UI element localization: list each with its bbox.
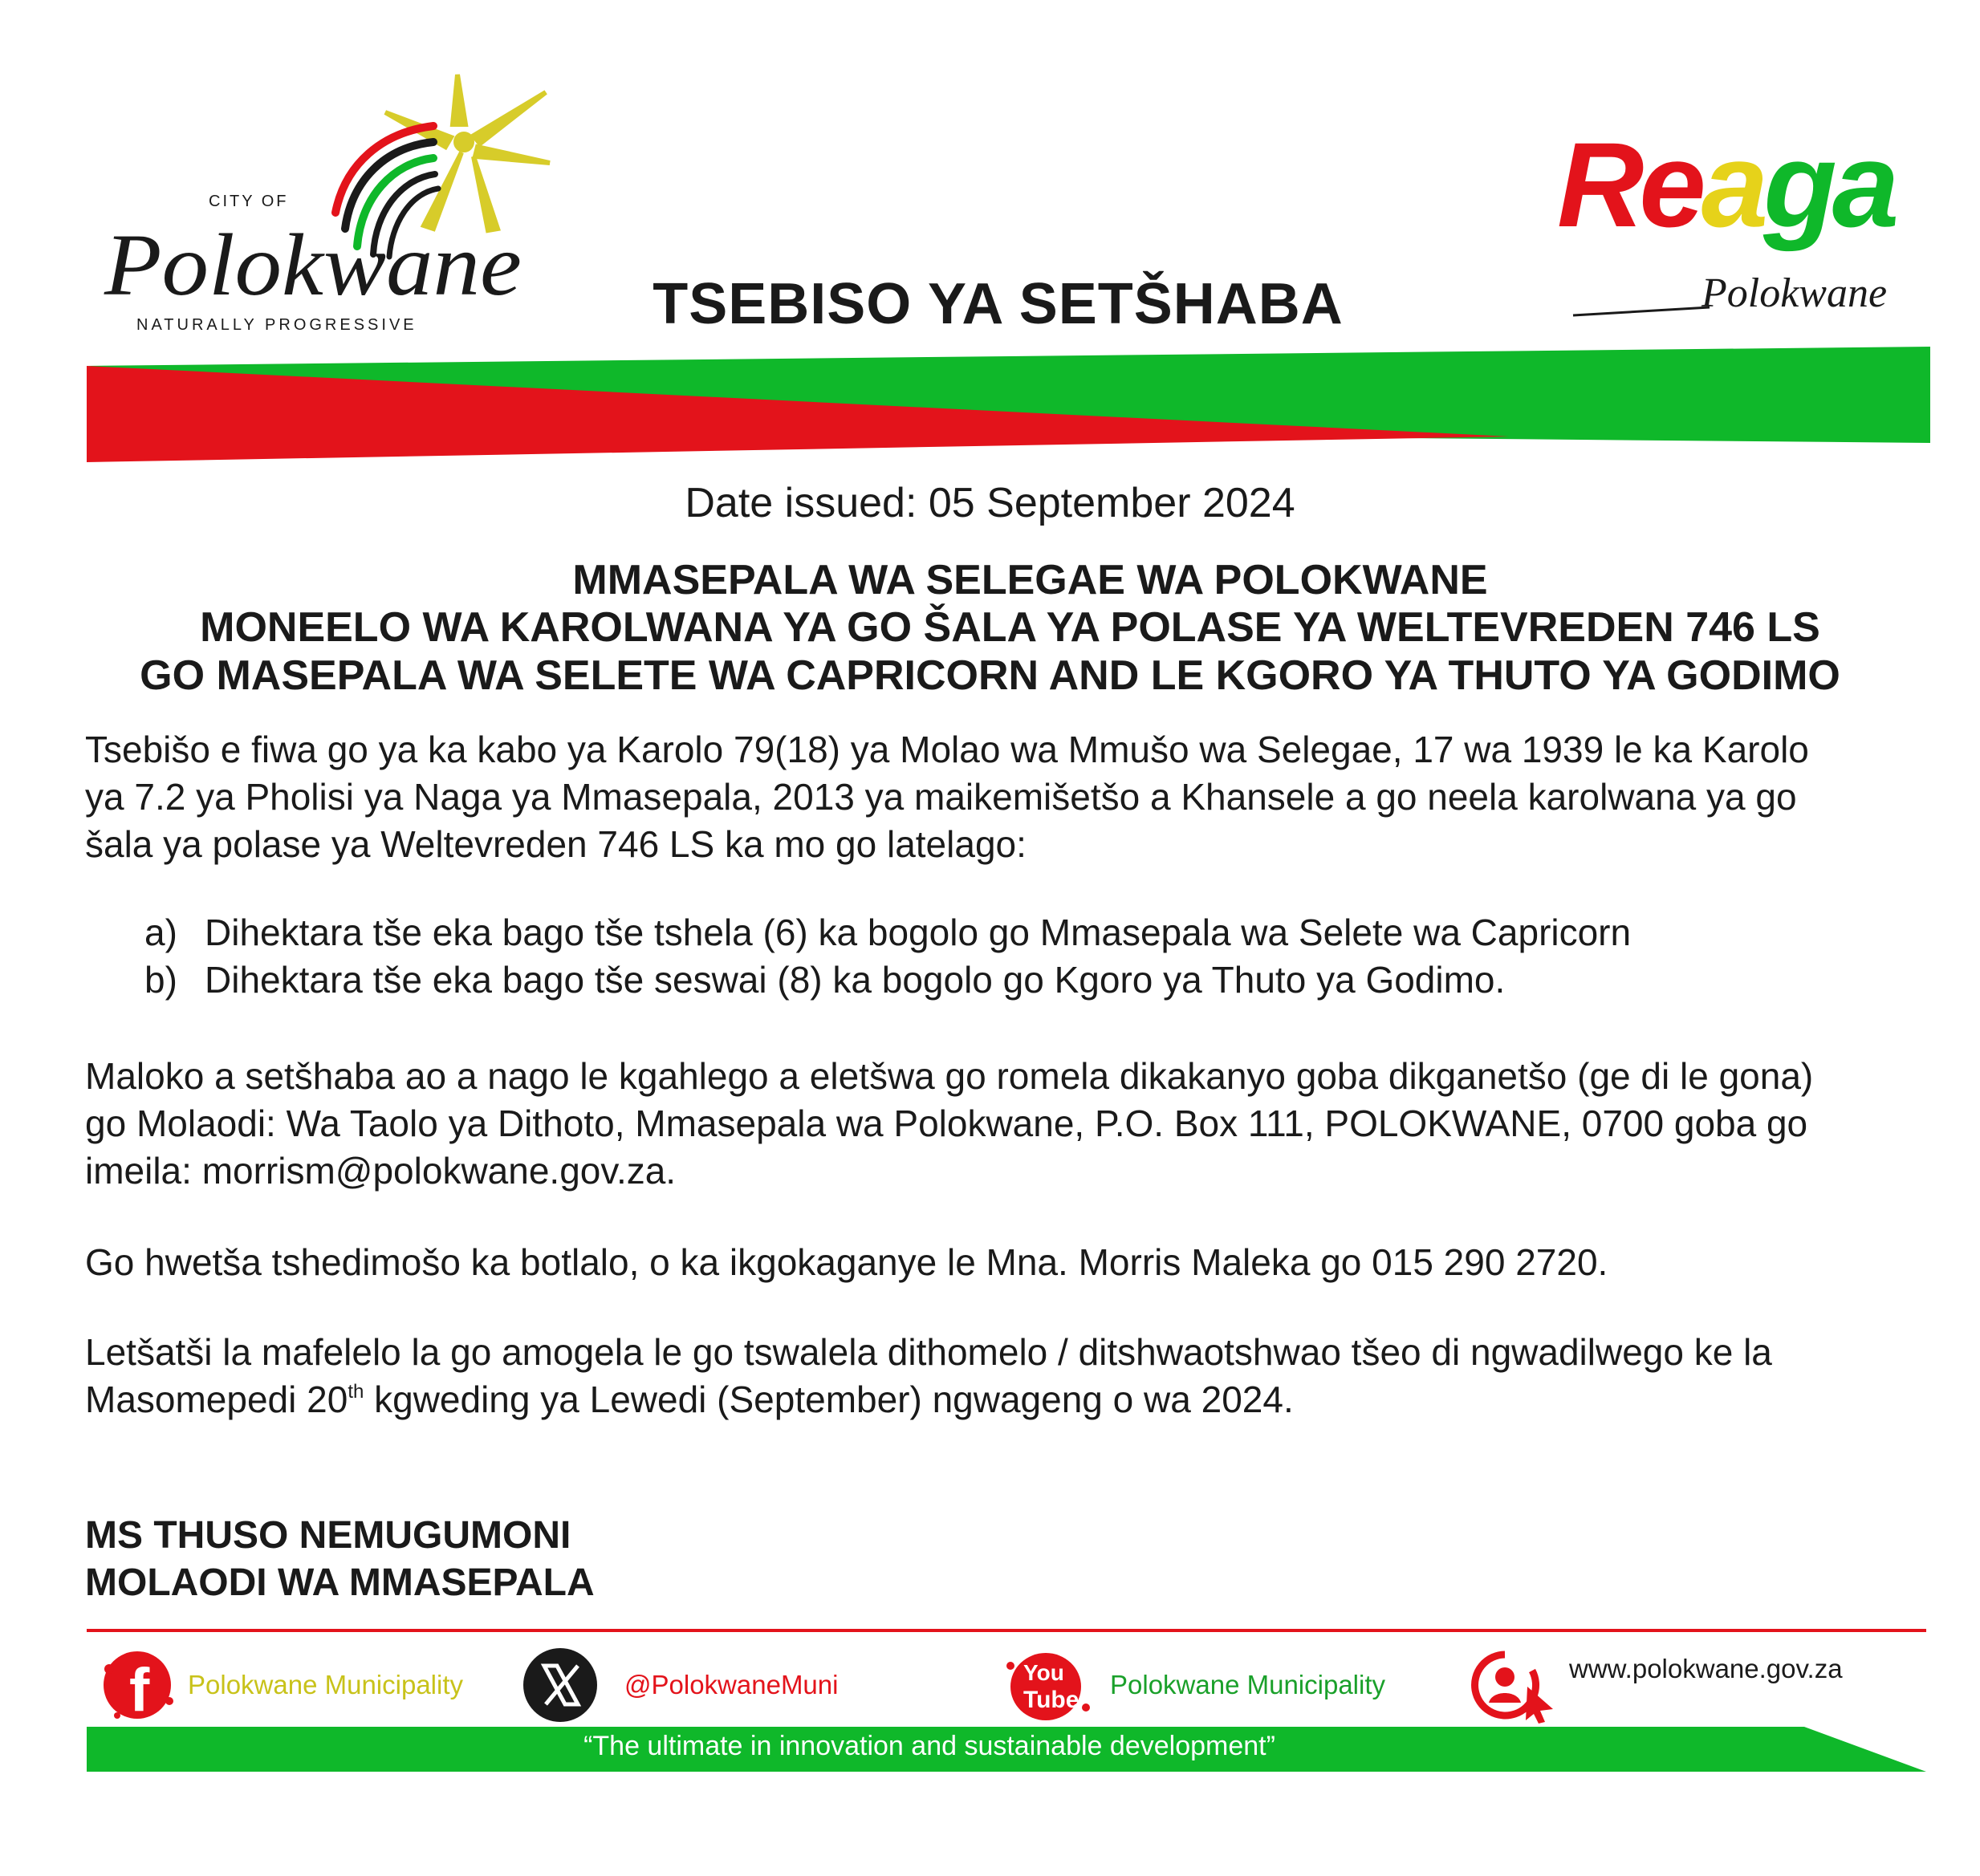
notice-heading-line-2: MONEELO WA KAROLWANA YA GO ŠALA YA POLASE YA WELTEVREDEN 746 LS xyxy=(200,604,1820,651)
list-marker: b) xyxy=(144,959,177,1001)
signatory-name: MS THUSO NEMUGUMONI xyxy=(85,1514,571,1557)
deadline-line-2 xyxy=(85,1376,1931,1423)
reaga-re: Re xyxy=(1557,120,1701,252)
web-cursor-icon xyxy=(1465,1645,1561,1725)
deadline-date: Masomepedi 20 xyxy=(85,1379,348,1420)
facebook-icon xyxy=(93,1645,181,1725)
signatory-title: MOLAODI WA MMASEPALA xyxy=(85,1561,595,1604)
youtube-icon-text-bottom: Tube xyxy=(1023,1687,1079,1713)
svg-text:Reaga xyxy=(1557,120,1897,252)
list-item xyxy=(144,909,1910,956)
list-marker: a) xyxy=(144,912,177,953)
footer-divider xyxy=(87,1629,1926,1632)
website-label[interactable]: www.polokwane.gov.za xyxy=(1569,1654,1843,1683)
city-of-label: CITY OF xyxy=(209,193,289,210)
allocation-list xyxy=(144,909,1910,1004)
intro-paragraph xyxy=(85,726,1931,868)
reaga-ga: ga xyxy=(1763,120,1895,252)
notice-heading-line-1: MMASEPALA WA SELEGAE WA POLOKWANE xyxy=(572,557,1488,603)
youtube-icon xyxy=(999,1645,1096,1725)
ordinal-suffix: th xyxy=(348,1381,364,1403)
youtube-label[interactable]: Polokwane Municipality xyxy=(1110,1670,1386,1699)
website-link[interactable] xyxy=(1465,1645,1843,1725)
header-color-band xyxy=(0,337,1980,477)
x-link[interactable] xyxy=(522,1645,838,1725)
deadline-paragraph xyxy=(85,1329,1931,1423)
slogan-label: NATURALLY PROGRESSIVE xyxy=(136,316,417,334)
footer-tagline: “The ultimate in innovation and sustainable development” xyxy=(583,1731,1275,1761)
info-paragraph: Go hwetša tshedimošo ka botlalo, o ka ikgokaganye le Mna. Morris Maleka go 015 290 2720. xyxy=(85,1241,1608,1283)
facebook-link[interactable] xyxy=(93,1645,463,1725)
submission-line: Maloko a setšhaba ao a nago le kgahlego a eletšwa go romela dikakanyo goba dikganetšo (ge di le gona) xyxy=(85,1055,1814,1097)
x-handle-label[interactable]: @PolokwaneMuni xyxy=(624,1670,839,1699)
intro-line: Tsebišo e fiwa go ya ka kabo ya Karolo 79(18) ya Molao wa Mmušo wa Selegae, 17 wa 1939 le ka Karolo xyxy=(85,729,1809,770)
svg-text:f: f xyxy=(129,1656,150,1724)
reaga-subtitle: Polokwane xyxy=(1701,270,1888,316)
notice-title: TSEBISO YA SETŠHABA xyxy=(653,272,1344,336)
submission-line: go Molaodi: Wa Taolo ya Dithoto, Mmasepala wa Polokwane, P.O. Box 111, POLOKWANE, 0700 goba go xyxy=(85,1102,1808,1144)
deadline-rest: kgweding ya Lewedi (September) ngwageng o wa 2024. xyxy=(364,1379,1294,1420)
notice-heading-line-3: GO MASEPALA WA SELETE WA CAPRICORN AND LE KGORO YA THUTO YA GODIMO xyxy=(140,652,1840,699)
youtube-icon-text-top: You xyxy=(1023,1660,1064,1685)
date-issued: Date issued: 05 September 2024 xyxy=(685,480,1295,526)
submission-line: imeila: morrism@polokwane.gov.za. xyxy=(85,1150,677,1192)
x-icon xyxy=(522,1645,602,1725)
list-item-text: Dihektara tše eka bago tše tshela (6) ka bogolo go Mmasepala wa Selete wa Capricorn xyxy=(205,912,1632,953)
deadline-line-1: Letšatši la mafelelo la go amogela le go tswalela dithomelo / ditshwaotshwao tšeo di ngwadilwego ke la xyxy=(85,1331,1772,1373)
submission-paragraph xyxy=(85,1053,1931,1195)
list-item xyxy=(144,956,1910,1004)
youtube-link[interactable] xyxy=(999,1645,1385,1725)
intro-line: ya 7.2 ya Pholisi ya Naga ya Mmasepala, 2013 ya maikemišetšo a Khansele a go neela karolwana ya go xyxy=(85,776,1797,818)
polokwane-wordmark: Polokwane xyxy=(103,216,522,314)
reaga-a: a xyxy=(1701,120,1764,252)
list-item-text: Dihektara tše eka bago tše seswai (8) ka bogolo go Kgoro ya Thuto ya Godimo. xyxy=(205,959,1506,1001)
intro-line: šala ya polase ya Weltevreden 746 LS ka mo go latelago: xyxy=(85,823,1027,865)
facebook-label[interactable]: Polokwane Municipality xyxy=(188,1670,464,1699)
